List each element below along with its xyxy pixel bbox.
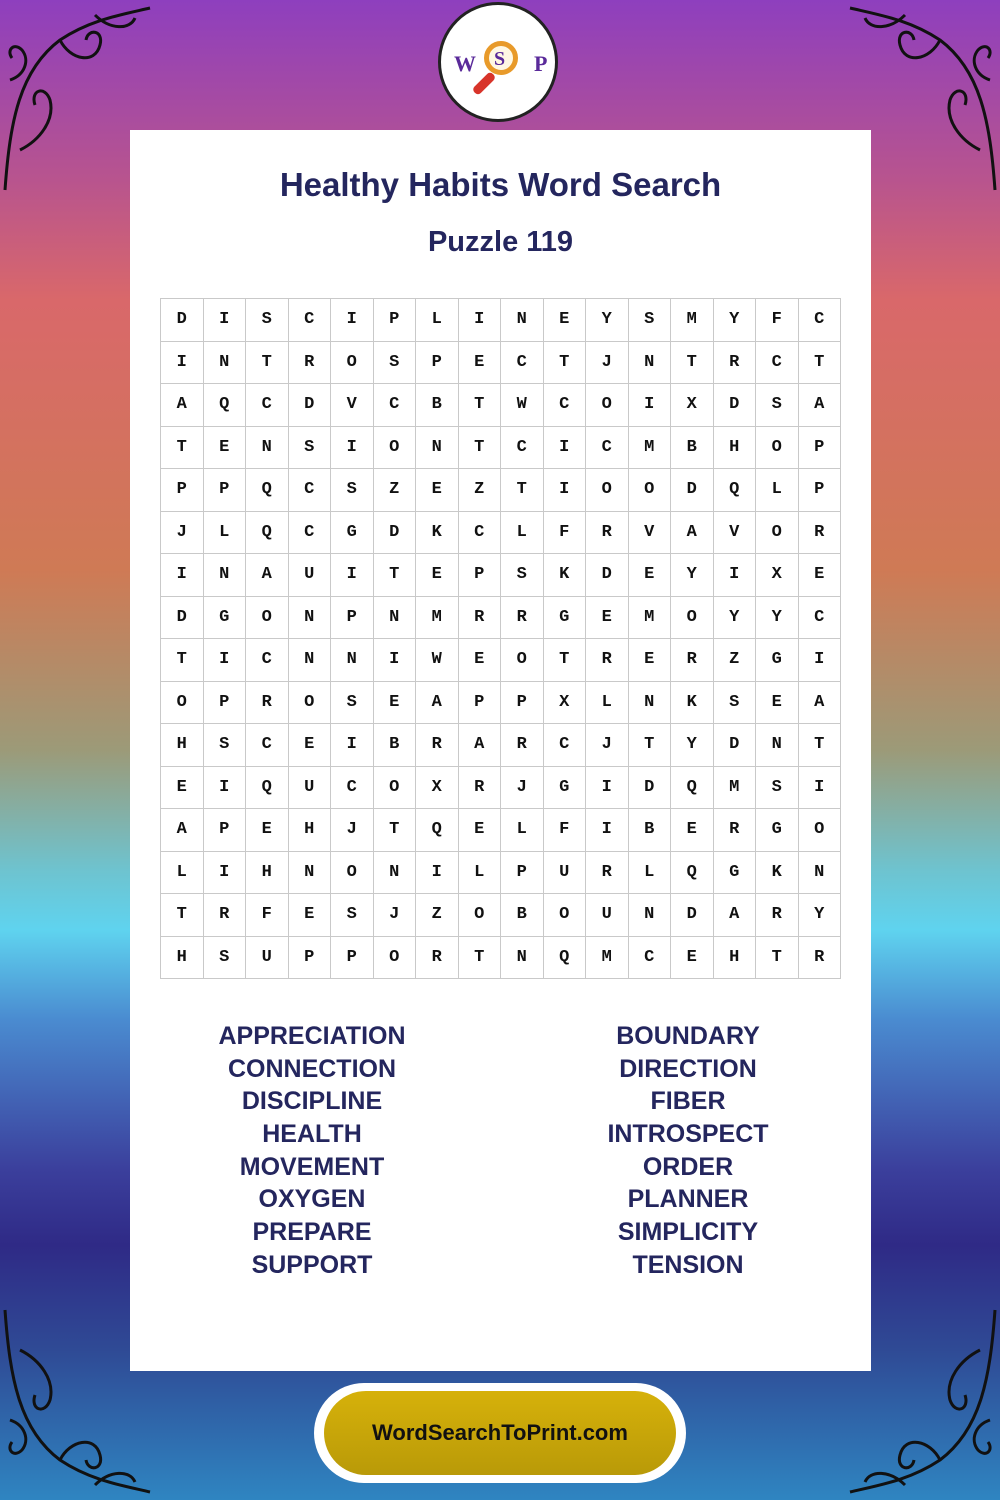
grid-cell: M bbox=[629, 597, 672, 640]
grid-cell: T bbox=[756, 937, 799, 980]
grid-cell: A bbox=[799, 682, 842, 725]
grid-cell: I bbox=[629, 384, 672, 427]
grid-cell: M bbox=[416, 597, 459, 640]
grid-cell: V bbox=[629, 512, 672, 555]
grid-cell: N bbox=[289, 852, 332, 895]
site-link[interactable]: WordSearchToPrint.com bbox=[324, 1391, 676, 1475]
grid-cell: G bbox=[331, 512, 374, 555]
grid-cell: P bbox=[501, 852, 544, 895]
grid-cell: E bbox=[416, 554, 459, 597]
word-item: MOVEMENT bbox=[239, 1152, 385, 1181]
grid-cell: H bbox=[161, 937, 204, 980]
grid-cell: N bbox=[374, 597, 417, 640]
grid-cell: I bbox=[374, 639, 417, 682]
grid-cell: N bbox=[204, 554, 247, 597]
grid-cell: N bbox=[331, 639, 374, 682]
grid-cell: Q bbox=[246, 767, 289, 810]
footer-badge bbox=[314, 1383, 686, 1483]
grid-cell: V bbox=[331, 384, 374, 427]
grid-cell: P bbox=[459, 554, 502, 597]
grid-cell: Q bbox=[671, 767, 714, 810]
grid-cell: R bbox=[586, 639, 629, 682]
grid-cell: R bbox=[289, 342, 332, 385]
grid-cell: N bbox=[629, 342, 672, 385]
grid-cell: C bbox=[501, 342, 544, 385]
grid-cell: T bbox=[374, 809, 417, 852]
grid-cell: U bbox=[544, 852, 587, 895]
grid-cell: P bbox=[501, 682, 544, 725]
grid-cell: R bbox=[799, 937, 842, 980]
grid-cell: C bbox=[756, 342, 799, 385]
grid-cell: I bbox=[544, 427, 587, 470]
grid-cell: M bbox=[629, 427, 672, 470]
grid-cell: T bbox=[161, 894, 204, 937]
grid-cell: R bbox=[756, 894, 799, 937]
word-item: INTROSPECT bbox=[607, 1120, 769, 1149]
grid-cell: R bbox=[204, 894, 247, 937]
grid-cell: R bbox=[586, 852, 629, 895]
grid-cell: L bbox=[501, 809, 544, 852]
grid-cell: I bbox=[586, 767, 629, 810]
grid-cell: Y bbox=[586, 299, 629, 342]
grid-cell: I bbox=[799, 639, 842, 682]
word-item: TENSION bbox=[632, 1250, 744, 1279]
grid-cell: T bbox=[799, 724, 842, 767]
grid-cell: U bbox=[289, 767, 332, 810]
grid-cell: O bbox=[161, 682, 204, 725]
grid-cell: E bbox=[544, 299, 587, 342]
grid-cell: D bbox=[714, 724, 757, 767]
grid-cell: C bbox=[501, 427, 544, 470]
grid-cell: I bbox=[161, 554, 204, 597]
grid-cell: J bbox=[501, 767, 544, 810]
grid-cell: R bbox=[501, 724, 544, 767]
site-logo[interactable] bbox=[438, 2, 558, 122]
grid-cell: C bbox=[544, 384, 587, 427]
grid-cell: B bbox=[671, 427, 714, 470]
grid-cell: I bbox=[331, 299, 374, 342]
grid-cell: T bbox=[544, 639, 587, 682]
grid-cell: Y bbox=[756, 597, 799, 640]
grid-cell: S bbox=[714, 682, 757, 725]
grid-cell: M bbox=[714, 767, 757, 810]
logo-letter-p: P bbox=[534, 51, 548, 76]
grid-cell: P bbox=[416, 342, 459, 385]
grid-cell: H bbox=[714, 937, 757, 980]
grid-cell: S bbox=[331, 469, 374, 512]
word-item: PREPARE bbox=[252, 1218, 372, 1247]
grid-cell: A bbox=[799, 384, 842, 427]
grid-cell: N bbox=[289, 597, 332, 640]
grid-cell: L bbox=[459, 852, 502, 895]
grid-cell: A bbox=[416, 682, 459, 725]
word-item: PLANNER bbox=[627, 1185, 749, 1214]
grid-cell: S bbox=[204, 937, 247, 980]
grid-cell: B bbox=[629, 809, 672, 852]
grid-cell: L bbox=[204, 512, 247, 555]
word-list-left bbox=[152, 1020, 472, 1282]
grid-cell: C bbox=[459, 512, 502, 555]
grid-cell: O bbox=[544, 894, 587, 937]
grid-cell: Y bbox=[671, 724, 714, 767]
grid-cell: E bbox=[671, 937, 714, 980]
grid-cell: G bbox=[204, 597, 247, 640]
grid-cell: F bbox=[246, 894, 289, 937]
grid-cell: B bbox=[374, 724, 417, 767]
grid-cell: N bbox=[416, 427, 459, 470]
grid-cell: T bbox=[671, 342, 714, 385]
grid-cell: T bbox=[459, 937, 502, 980]
grid-cell: X bbox=[544, 682, 587, 725]
letter-grid bbox=[160, 298, 841, 979]
grid-cell: A bbox=[161, 809, 204, 852]
grid-cell: O bbox=[586, 384, 629, 427]
grid-cell: I bbox=[331, 427, 374, 470]
grid-cell: Y bbox=[714, 597, 757, 640]
grid-cell: Q bbox=[416, 809, 459, 852]
grid-cell: P bbox=[204, 682, 247, 725]
word-item: CONNECTION bbox=[227, 1054, 397, 1083]
grid-cell: K bbox=[416, 512, 459, 555]
grid-cell: P bbox=[204, 809, 247, 852]
grid-cell: Z bbox=[374, 469, 417, 512]
grid-cell: P bbox=[331, 937, 374, 980]
grid-cell: Z bbox=[416, 894, 459, 937]
word-item: DISCIPLINE bbox=[241, 1087, 383, 1116]
grid-cell: D bbox=[374, 512, 417, 555]
grid-cell: C bbox=[374, 384, 417, 427]
grid-cell: A bbox=[671, 512, 714, 555]
word-item: FIBER bbox=[650, 1087, 726, 1116]
grid-cell: C bbox=[289, 299, 332, 342]
grid-cell: C bbox=[331, 767, 374, 810]
grid-cell: D bbox=[161, 299, 204, 342]
logo-letter-w: W bbox=[454, 51, 476, 76]
grid-cell: R bbox=[714, 809, 757, 852]
grid-cell: N bbox=[501, 937, 544, 980]
grid-cell: X bbox=[756, 554, 799, 597]
grid-cell: Q bbox=[544, 937, 587, 980]
grid-cell: I bbox=[714, 554, 757, 597]
grid-cell: S bbox=[629, 299, 672, 342]
grid-cell: E bbox=[586, 597, 629, 640]
grid-cell: C bbox=[246, 639, 289, 682]
grid-cell: T bbox=[161, 427, 204, 470]
grid-cell: H bbox=[714, 427, 757, 470]
word-item: ORDER bbox=[642, 1152, 734, 1181]
grid-cell: J bbox=[586, 724, 629, 767]
grid-cell: N bbox=[246, 427, 289, 470]
grid-cell: C bbox=[289, 512, 332, 555]
grid-cell: O bbox=[331, 852, 374, 895]
grid-cell: P bbox=[374, 299, 417, 342]
grid-cell: G bbox=[714, 852, 757, 895]
grid-cell: V bbox=[714, 512, 757, 555]
grid-cell: R bbox=[246, 682, 289, 725]
grid-cell: R bbox=[799, 512, 842, 555]
grid-cell: Y bbox=[671, 554, 714, 597]
grid-cell: S bbox=[756, 767, 799, 810]
grid-cell: B bbox=[501, 894, 544, 937]
grid-cell: E bbox=[374, 682, 417, 725]
grid-cell: L bbox=[586, 682, 629, 725]
grid-cell: D bbox=[629, 767, 672, 810]
grid-cell: G bbox=[544, 597, 587, 640]
grid-cell: O bbox=[756, 512, 799, 555]
grid-cell: A bbox=[246, 554, 289, 597]
grid-cell: F bbox=[544, 809, 587, 852]
grid-cell: T bbox=[246, 342, 289, 385]
grid-cell: E bbox=[289, 724, 332, 767]
word-item: SUPPORT bbox=[251, 1250, 373, 1279]
grid-cell: E bbox=[459, 639, 502, 682]
grid-cell: E bbox=[459, 342, 502, 385]
grid-cell: R bbox=[671, 639, 714, 682]
grid-cell: O bbox=[799, 809, 842, 852]
grid-cell: N bbox=[374, 852, 417, 895]
grid-cell: O bbox=[671, 597, 714, 640]
grid-cell: E bbox=[289, 894, 332, 937]
grid-cell: Q bbox=[671, 852, 714, 895]
grid-cell: S bbox=[756, 384, 799, 427]
grid-cell: E bbox=[629, 639, 672, 682]
puzzle-number: Puzzle 119 bbox=[427, 226, 574, 258]
grid-cell: S bbox=[246, 299, 289, 342]
grid-cell: D bbox=[289, 384, 332, 427]
grid-cell: O bbox=[501, 639, 544, 682]
word-item: DIRECTION bbox=[619, 1054, 757, 1083]
grid-cell: E bbox=[161, 767, 204, 810]
grid-cell: A bbox=[161, 384, 204, 427]
grid-cell: S bbox=[204, 724, 247, 767]
grid-cell: X bbox=[671, 384, 714, 427]
grid-cell: Z bbox=[459, 469, 502, 512]
grid-cell: Q bbox=[246, 469, 289, 512]
grid-cell: C bbox=[246, 384, 289, 427]
grid-cell: E bbox=[756, 682, 799, 725]
grid-cell: J bbox=[161, 512, 204, 555]
grid-cell: I bbox=[204, 299, 247, 342]
grid-cell: N bbox=[501, 299, 544, 342]
grid-cell: N bbox=[629, 682, 672, 725]
grid-cell: D bbox=[161, 597, 204, 640]
grid-cell: N bbox=[756, 724, 799, 767]
grid-cell: K bbox=[756, 852, 799, 895]
word-list-right bbox=[528, 1020, 848, 1282]
grid-cell: P bbox=[289, 937, 332, 980]
grid-cell: W bbox=[501, 384, 544, 427]
grid-cell: E bbox=[416, 469, 459, 512]
word-item: APPRECIATION bbox=[218, 1022, 406, 1050]
grid-cell: I bbox=[204, 639, 247, 682]
grid-cell: A bbox=[459, 724, 502, 767]
grid-cell: J bbox=[331, 809, 374, 852]
grid-cell: P bbox=[161, 469, 204, 512]
grid-cell: C bbox=[799, 299, 842, 342]
grid-cell: N bbox=[289, 639, 332, 682]
grid-cell: Q bbox=[204, 384, 247, 427]
grid-cell: I bbox=[416, 852, 459, 895]
grid-cell: J bbox=[586, 342, 629, 385]
grid-cell: D bbox=[671, 894, 714, 937]
word-item: BOUNDARY bbox=[616, 1022, 760, 1050]
grid-cell: O bbox=[374, 427, 417, 470]
grid-cell: P bbox=[799, 469, 842, 512]
word-item: HEALTH bbox=[262, 1120, 362, 1149]
grid-cell: E bbox=[246, 809, 289, 852]
grid-cell: R bbox=[416, 724, 459, 767]
grid-cell: S bbox=[501, 554, 544, 597]
grid-cell: C bbox=[629, 937, 672, 980]
grid-cell: D bbox=[586, 554, 629, 597]
grid-cell: J bbox=[374, 894, 417, 937]
grid-cell: E bbox=[459, 809, 502, 852]
grid-cell: T bbox=[161, 639, 204, 682]
logo-letter-s: S bbox=[494, 48, 506, 70]
grid-cell: S bbox=[331, 682, 374, 725]
grid-cell: C bbox=[544, 724, 587, 767]
grid-cell: I bbox=[161, 342, 204, 385]
grid-cell: M bbox=[586, 937, 629, 980]
grid-cell: O bbox=[331, 342, 374, 385]
page-title: Healthy Habits Word Search bbox=[279, 166, 722, 203]
grid-cell: X bbox=[416, 767, 459, 810]
grid-cell: N bbox=[629, 894, 672, 937]
grid-cell: R bbox=[416, 937, 459, 980]
grid-cell: M bbox=[671, 299, 714, 342]
grid-cell: E bbox=[629, 554, 672, 597]
grid-cell: G bbox=[544, 767, 587, 810]
grid-cell: T bbox=[459, 427, 502, 470]
grid-cell: U bbox=[586, 894, 629, 937]
grid-cell: L bbox=[629, 852, 672, 895]
grid-cell: R bbox=[459, 767, 502, 810]
grid-cell: L bbox=[161, 852, 204, 895]
grid-cell: G bbox=[756, 639, 799, 682]
grid-cell: P bbox=[204, 469, 247, 512]
word-item: SIMPLICITY bbox=[617, 1218, 759, 1247]
grid-cell: C bbox=[586, 427, 629, 470]
grid-cell: F bbox=[756, 299, 799, 342]
grid-cell: I bbox=[204, 852, 247, 895]
grid-cell: P bbox=[331, 597, 374, 640]
grid-cell: D bbox=[714, 384, 757, 427]
grid-cell: I bbox=[586, 809, 629, 852]
grid-cell: P bbox=[799, 427, 842, 470]
grid-cell: L bbox=[501, 512, 544, 555]
grid-cell: I bbox=[331, 554, 374, 597]
grid-cell: H bbox=[246, 852, 289, 895]
grid-cell: P bbox=[459, 682, 502, 725]
grid-cell: N bbox=[799, 852, 842, 895]
grid-cell: C bbox=[246, 724, 289, 767]
grid-cell: R bbox=[586, 512, 629, 555]
grid-cell: L bbox=[756, 469, 799, 512]
grid-cell: R bbox=[714, 342, 757, 385]
grid-cell: R bbox=[501, 597, 544, 640]
grid-cell: O bbox=[289, 682, 332, 725]
grid-cell: Q bbox=[714, 469, 757, 512]
grid-cell: H bbox=[289, 809, 332, 852]
grid-cell: I bbox=[459, 299, 502, 342]
grid-cell: Z bbox=[714, 639, 757, 682]
grid-cell: O bbox=[246, 597, 289, 640]
grid-cell: A bbox=[714, 894, 757, 937]
grid-cell: E bbox=[799, 554, 842, 597]
word-item: OXYGEN bbox=[258, 1185, 366, 1214]
grid-cell: O bbox=[374, 767, 417, 810]
grid-cell: D bbox=[671, 469, 714, 512]
grid-cell: O bbox=[586, 469, 629, 512]
grid-cell: G bbox=[756, 809, 799, 852]
grid-cell: S bbox=[374, 342, 417, 385]
puzzle-card bbox=[130, 130, 871, 1371]
grid-cell: K bbox=[671, 682, 714, 725]
grid-cell: T bbox=[799, 342, 842, 385]
grid-cell: S bbox=[289, 427, 332, 470]
grid-cell: I bbox=[331, 724, 374, 767]
grid-cell: H bbox=[161, 724, 204, 767]
grid-cell: F bbox=[544, 512, 587, 555]
grid-cell: U bbox=[246, 937, 289, 980]
grid-cell: L bbox=[416, 299, 459, 342]
grid-cell: I bbox=[799, 767, 842, 810]
grid-cell: T bbox=[459, 384, 502, 427]
grid-cell: Q bbox=[246, 512, 289, 555]
grid-cell: Y bbox=[799, 894, 842, 937]
grid-cell: O bbox=[629, 469, 672, 512]
grid-cell: I bbox=[204, 767, 247, 810]
grid-cell: E bbox=[204, 427, 247, 470]
grid-cell: Y bbox=[714, 299, 757, 342]
grid-cell: S bbox=[331, 894, 374, 937]
grid-cell: C bbox=[289, 469, 332, 512]
grid-cell: K bbox=[544, 554, 587, 597]
grid-cell: T bbox=[629, 724, 672, 767]
grid-cell: O bbox=[459, 894, 502, 937]
grid-cell: N bbox=[204, 342, 247, 385]
grid-cell: T bbox=[501, 469, 544, 512]
grid-cell: T bbox=[374, 554, 417, 597]
grid-cell: I bbox=[544, 469, 587, 512]
grid-cell: O bbox=[374, 937, 417, 980]
grid-cell: W bbox=[416, 639, 459, 682]
grid-cell: O bbox=[756, 427, 799, 470]
grid-cell: B bbox=[416, 384, 459, 427]
grid-cell: R bbox=[459, 597, 502, 640]
grid-cell: U bbox=[289, 554, 332, 597]
grid-cell: E bbox=[671, 809, 714, 852]
grid-cell: T bbox=[544, 342, 587, 385]
grid-cell: C bbox=[799, 597, 842, 640]
